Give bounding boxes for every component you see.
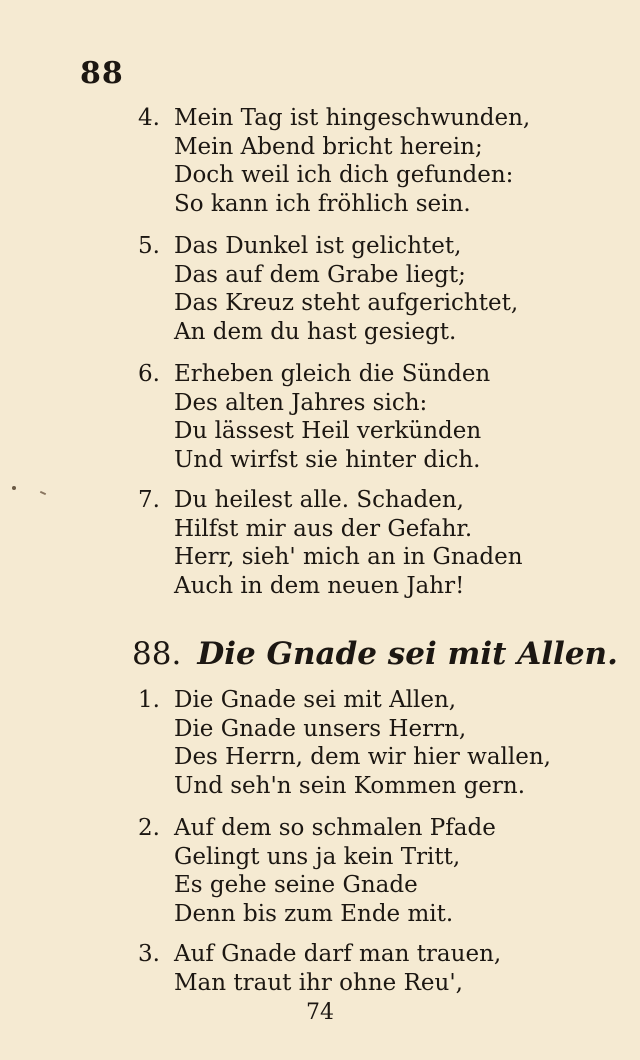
verse-line: Denn bis zum Ende mit. bbox=[174, 900, 454, 927]
verse-line: So kann ich fröhlich sein. bbox=[174, 190, 471, 217]
verse-line: Erheben gleich die Sünden bbox=[174, 361, 491, 387]
verse-line: Man traut ihr ohne Reu', bbox=[174, 969, 463, 996]
stanza-number: 6. bbox=[138, 361, 160, 387]
stanza-number: 4. bbox=[138, 105, 160, 131]
verse-line: Gelingt uns ja kein Tritt, bbox=[174, 843, 461, 870]
stanza-number: 1. bbox=[138, 687, 160, 713]
verse-line: Des Herrn, dem wir hier wallen, bbox=[174, 744, 551, 770]
verse-line: Des alten Jahres sich: bbox=[174, 389, 428, 416]
verse-line: Mein Abend bricht herein; bbox=[174, 133, 483, 160]
verse-line: Doch weil ich dich gefunden: bbox=[174, 162, 514, 188]
verse-line: Du heilest alle. Schaden, bbox=[174, 487, 464, 513]
verse-line: Die Gnade unsers Herrn, bbox=[174, 715, 467, 742]
verse-line: Das auf dem Grabe liegt; bbox=[174, 261, 466, 288]
folio-number: 74 bbox=[306, 1000, 334, 1025]
stanza-number: 7. bbox=[138, 487, 160, 513]
verse-line: Die Gnade sei mit Allen, bbox=[174, 687, 457, 713]
verse-line: Und wirfst sie hinter dich. bbox=[174, 446, 481, 473]
verse-line: Das Kreuz steht aufgerichtet, bbox=[174, 290, 519, 316]
hymn-title: Die Gnade sei mit Allen. bbox=[197, 636, 618, 672]
verse-line: Herr, sieh' mich an in Gnaden bbox=[174, 544, 523, 570]
hymn-number: 88. bbox=[132, 636, 182, 672]
verse-line: Auf Gnade darf man trauen, bbox=[174, 941, 502, 967]
hymn-heading bbox=[132, 634, 618, 674]
verse-line: Du lässest Heil verkünden bbox=[174, 418, 482, 444]
stanza-number: 2. bbox=[138, 815, 160, 841]
stanza-number: 5. bbox=[138, 233, 160, 259]
verse-line: Und seh'n sein Kommen gern. bbox=[174, 772, 526, 799]
paper-speck bbox=[12, 486, 16, 490]
verse-line: Mein Tag ist hingeschwunden, bbox=[174, 105, 531, 131]
verse-line: Es gehe seine Gnade bbox=[174, 872, 418, 898]
verse-line: Auf dem so schmalen Pfade bbox=[174, 815, 496, 841]
verse-line: Auch in dem neuen Jahr! bbox=[174, 572, 465, 599]
paper-speck bbox=[40, 491, 46, 495]
stanza-number: 3. bbox=[138, 941, 160, 967]
page-number: 88 bbox=[80, 56, 124, 91]
verse-line: Hilfst mir aus der Gefahr. bbox=[174, 515, 473, 542]
verse-line: An dem du hast gesiegt. bbox=[174, 318, 457, 345]
verse-line: Das Dunkel ist gelichtet, bbox=[174, 233, 462, 259]
